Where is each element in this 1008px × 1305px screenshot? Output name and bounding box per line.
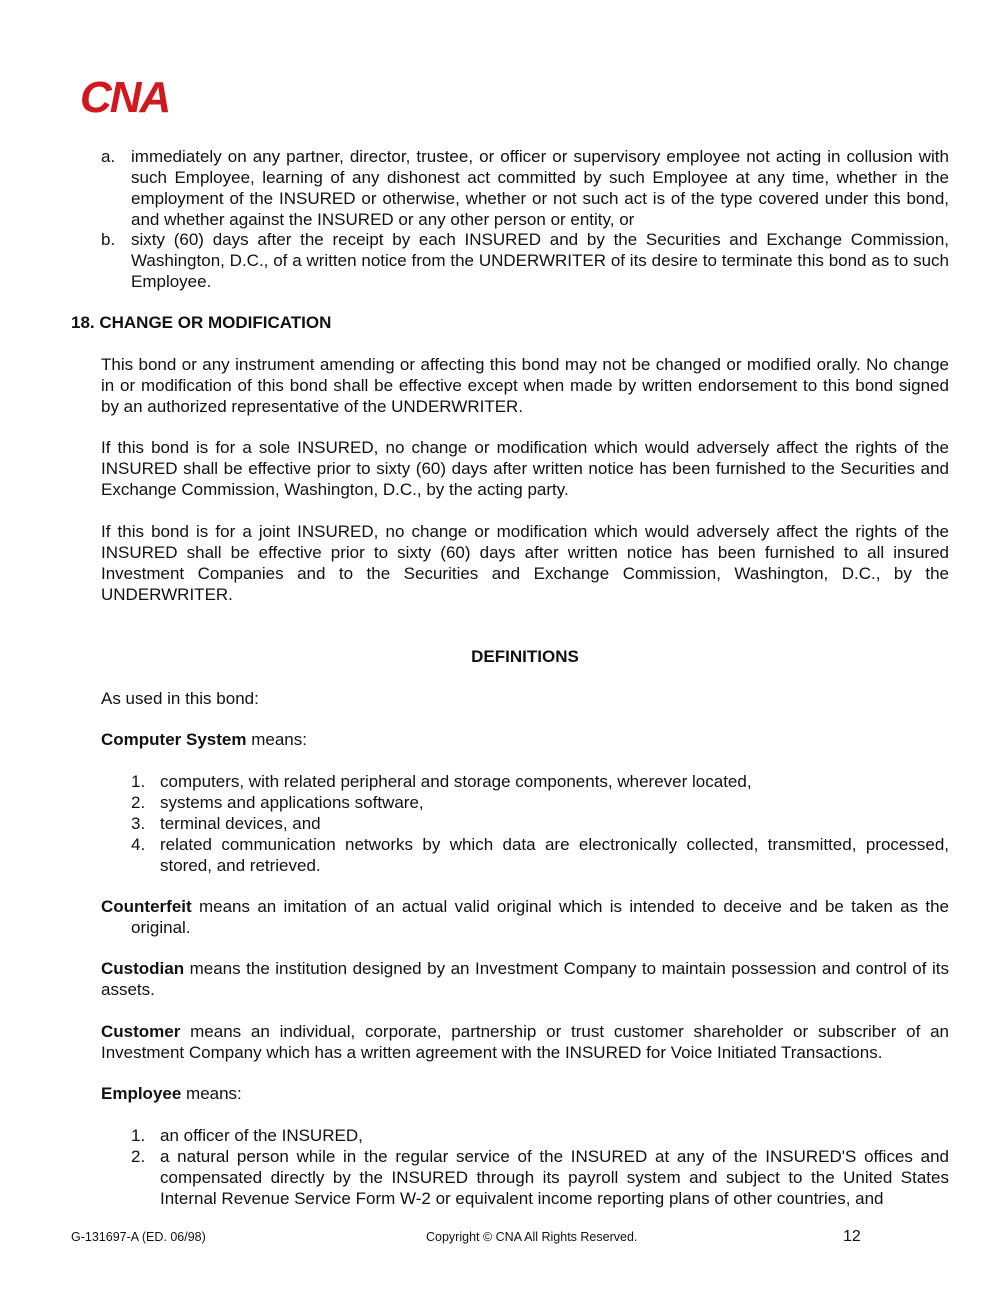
copyright: Copyright © CNA All Rights Reserved. xyxy=(426,1230,638,1244)
definition-counterfeit: Counterfeit means an imitation of an actual valid original which is intended to deceive and be taken as the original. xyxy=(101,897,949,937)
form-id: G-131697-A (ED. 06/98) xyxy=(71,1230,206,1244)
definitions-heading: DEFINITIONS xyxy=(471,647,579,666)
list-item-a: immediately on any partner, director, trustee, or officer or supervisory employee not acting in collusion with such Employee, learning of any dishonest act committed by such Employee at any time, whether in the employment of the INSURED or otherwise, whether or not such act is of the type covered under this bond, and whether against the INSURED or any other person or entity, or xyxy=(131,147,949,229)
list-label-a: a. xyxy=(101,147,116,166)
section-18-paragraph-2: If this bond is for a sole INSURED, no change or modification which would adversely affect the rights of the INSURED shall be effective prior to sixty (60) days after written notice has been furnished to the Securities and Exchange Commission, Washington, D.C., by the acting party. xyxy=(101,438,949,499)
definition-custodian: Custodian means the institution designed by an Investment Company to maintain possession and control of its assets. xyxy=(101,959,949,999)
page-number: 12 xyxy=(843,1228,861,1245)
term-employee: Employee xyxy=(101,1084,182,1103)
cs-label-2: 2. xyxy=(131,793,146,812)
cs-item-2: systems and applications software, xyxy=(160,793,424,812)
definition-employee: Employee means: xyxy=(101,1084,242,1103)
term-counterfeit: Counterfeit xyxy=(101,897,192,916)
section-18-paragraph-3: If this bond is for a joint INSURED, no change or modification which would adversely affect the rights of the INSURED shall be effective prior to sixty (60) days after written notice has been furnished to all insured Investment Companies and to the Securities and Exchange Commission, Washington, D.C., by the UNDERWRITER. xyxy=(101,522,949,604)
list-item-b: sixty (60) days after the receipt by each INSURED and by the Securities and Exchange Commission, Washington, D.C., of a written notice from the UNDERWRITER of its desire to terminate this bond as to such Employee. xyxy=(131,230,949,291)
cs-item-1: computers, with related peripheral and storage components, wherever located, xyxy=(160,772,752,791)
emp-label-1: 1. xyxy=(131,1126,146,1145)
svg-text:CNA: CNA xyxy=(80,76,170,116)
definition-customer: Customer means an individual, corporate, partnership or trust customer shareholder or subscriber of an Investment Company which has a written agreement with the INSURED for Voice Initiated Transactions. xyxy=(101,1022,949,1062)
emp-label-2: 2. xyxy=(131,1147,146,1166)
term-computer-system: Computer System xyxy=(101,730,247,749)
emp-item-2: a natural person while in the regular service of the INSURED at any of the INSURED'S offices and compensated directly by the INSURED through its payroll system and subject to the United States Internal Revenue Service Form W-2 or equivalent income reporting plans of other countries, and xyxy=(160,1147,949,1208)
definition-computer-system: Computer System means: xyxy=(101,730,307,749)
section-18-heading: 18. CHANGE OR MODIFICATION xyxy=(71,313,332,332)
cs-label-4: 4. xyxy=(131,835,146,854)
cs-label-1: 1. xyxy=(131,772,146,791)
cs-item-4: related communication networks by which data are electronically collected, transmitted, processed, stored, and retrieved. xyxy=(160,835,949,875)
cs-label-3: 3. xyxy=(131,814,146,833)
cs-item-3: terminal devices, and xyxy=(160,814,321,833)
cna-logo xyxy=(80,76,204,116)
section-18-paragraph-1: This bond or any instrument amending or affecting this bond may not be changed or modified orally. No change in or modification of this bond shall be effective except when made by written endorsement to this bond signed by an authorized representative of the UNDERWRITER. xyxy=(101,355,949,416)
definitions-intro: As used in this bond: xyxy=(101,689,259,708)
term-custodian: Custodian xyxy=(101,959,185,978)
emp-item-1: an officer of the INSURED, xyxy=(160,1126,363,1145)
term-customer: Customer xyxy=(101,1022,181,1041)
list-label-b: b. xyxy=(101,230,116,249)
